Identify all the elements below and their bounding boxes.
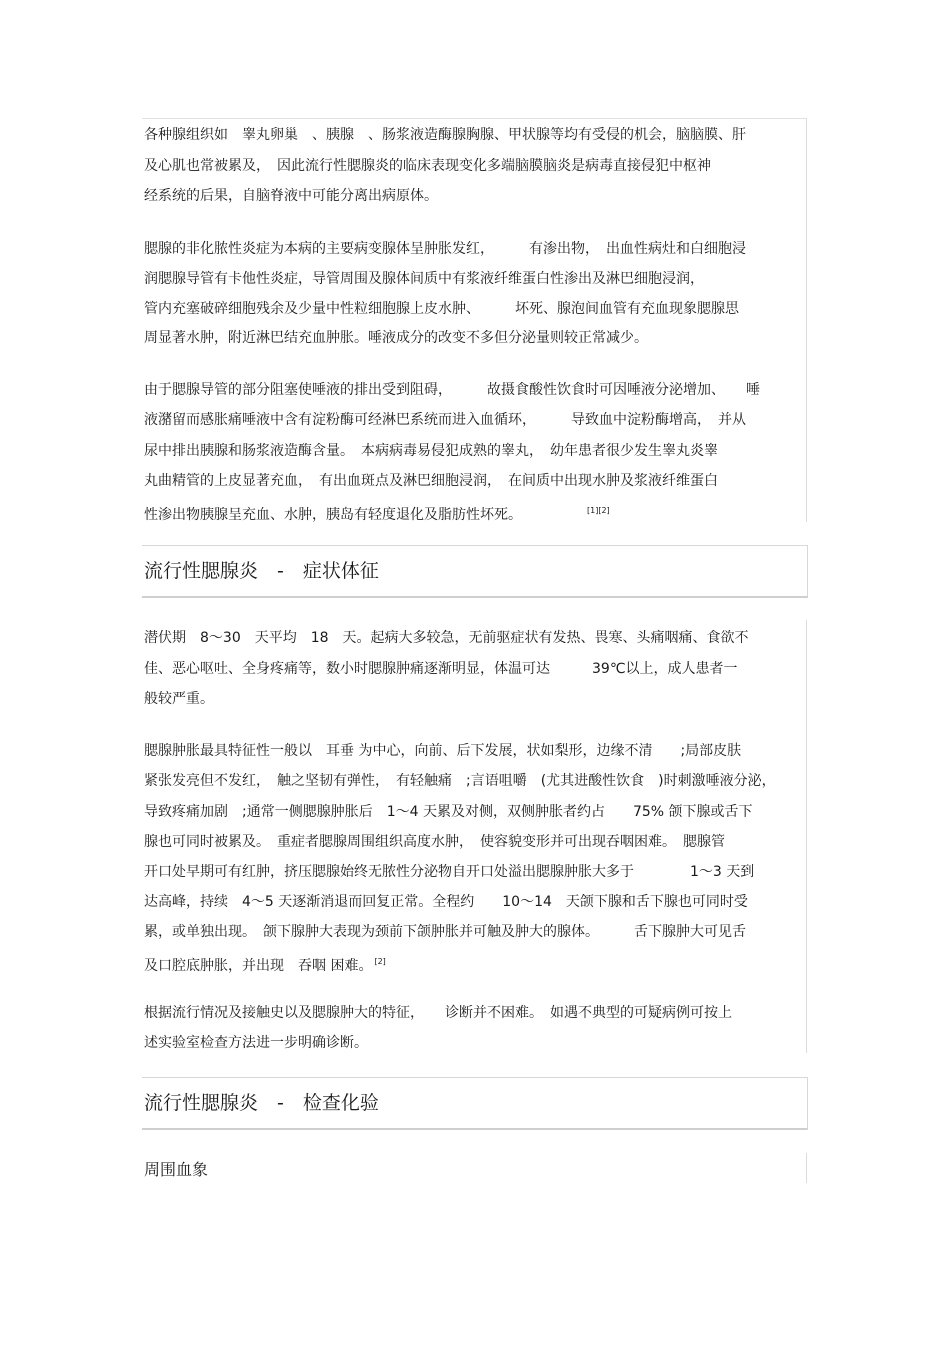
citation-ref[interactable]: [2] <box>374 957 386 966</box>
text-line <box>144 954 386 974</box>
text-line: 述实验室检查方法进一步明确诊断。 <box>144 1035 368 1051</box>
text-line: 各种腺组织如 睾丸卵巢 、胰腺 、肠浆液造酶腺胸腺、甲状腺等均有受侵的机会，脑脑膜、肝 <box>144 127 746 143</box>
text-line: 腮腺的非化脓性炎症为本病的主要病变腺体呈肿胀发红， 有渗出物， 出血性病灶和白细胞浸 <box>144 241 746 257</box>
subheading-blood-picture: 周围血象 <box>144 1160 209 1179</box>
text-line: 般较严重。 <box>144 691 214 707</box>
text-line-content: 及口腔底肿胀，并出现 吞咽 困难。 <box>144 958 373 974</box>
text-line: 腮腺肿胀最具特征性一般以 耳垂 为中心，向前、后下发展，状如梨形，边缘不清 ;局部皮肤 <box>144 743 742 759</box>
section-heading-symptoms: 流行性腮腺炎 - 症状体征 <box>142 545 808 598</box>
text-line: 由于腮腺导管的部分阻塞使唾液的排出受到阻碍， 故摄食酸性饮食时可因唾液分泌增加、 唾 <box>144 382 760 398</box>
section-body-lab-tests <box>142 1153 807 1183</box>
text-line: 尿中排出胰腺和肠浆液造酶含量。 本病病毒易侵犯成熟的睾丸， 幼年患者很少发生睾丸炎睾 <box>144 443 718 459</box>
text-line: 腺也可同时被累及。 重症者腮腺周围组织高度水肿， 使容貌变形并可出现吞咽困难。 腮腺管 <box>144 834 725 850</box>
text-line: 达高峰，持续 4～5 天逐渐消退而回复正常。全程约 10～14 天颌下腺和舌下腺也可同时受 <box>144 894 748 910</box>
text-line: 及心肌也常被累及， 因此流行性腮腺炎的临床表现变化多端脑膜脑炎是病毒直接侵犯中枢神 <box>144 158 711 174</box>
section-heading-lab-tests: 流行性腮腺炎 - 检查化验 <box>142 1077 808 1130</box>
text-line: 管内充塞破碎细胞残余及少量中性粒细胞腺上皮水肿、 坏死、腺泡间血管有充血现象腮腺思 <box>144 301 739 317</box>
text-line: 开口处早期可有红肿，挤压腮腺始终无脓性分泌物自开口处溢出腮腺肿胀大多于 1～3 天到 <box>144 864 755 880</box>
text-line: 经系统的后果，自脑脊液中可能分离出病原体。 <box>144 188 438 204</box>
text-line: 根据流行情况及接触史以及腮腺肿大的特征， 诊断并不困难。 如遇不典型的可疑病例可按上 <box>144 1005 732 1021</box>
text-line: 周显著水肿，附近淋巴结充血肿胀。唾液成分的改变不多但分泌量则较正常减少。 <box>144 330 648 346</box>
text-line: 佳、恶心呕吐、全身疼痛等，数小时腮腺肿痛逐渐明显，体温可达 39℃以上，成人患者一 <box>144 661 738 677</box>
text-line: 累，或单独出现。 颌下腺肿大表现为颈前下颌肿胀并可触及肿大的腺体。 舌下腺肿大可见舌 <box>144 924 746 940</box>
section-body-pathology <box>142 118 807 522</box>
text-line: 丸曲精管的上皮显著充血， 有出血斑点及淋巴细胞浸润， 在间质中出现水肿及浆液纤维蛋白 <box>144 473 718 489</box>
text-line: 紧张发亮但不发红， 触之坚韧有弹性， 有轻触痛 ;言语咀嚼 (尤其进酸性饮食 )时刺激唾液分泌， <box>144 773 776 789</box>
text-line: 潜伏期 8～30 天平均 18 天。起病大多较急，无前驱症状有发热、畏寒、头痛咽痛、食欲不 <box>144 630 749 646</box>
section-body-symptoms <box>142 620 807 1053</box>
text-line <box>144 503 610 523</box>
text-line: 导致疼痛加剧 ;通常一侧腮腺肿胀后 1～4 天累及对侧，双侧肿胀者约占 75% 颌下腺或舌下 <box>144 804 753 820</box>
text-line: 润腮腺导管有卡他性炎症，导管周围及腺体间质中有浆液纤维蛋白性渗出及淋巴细胞浸润， <box>144 271 704 287</box>
text-line-content: 性渗出物胰腺呈充血、水肿，胰岛有轻度退化及脂肪性坏死。 <box>144 507 515 523</box>
text-line: 液潴留而感胀痛唾液中含有淀粉酶可经淋巴系统而进入血循环， 导致血中淀粉酶增高， 并从 <box>144 412 746 428</box>
citation-ref[interactable]: [1][2] <box>587 506 610 515</box>
